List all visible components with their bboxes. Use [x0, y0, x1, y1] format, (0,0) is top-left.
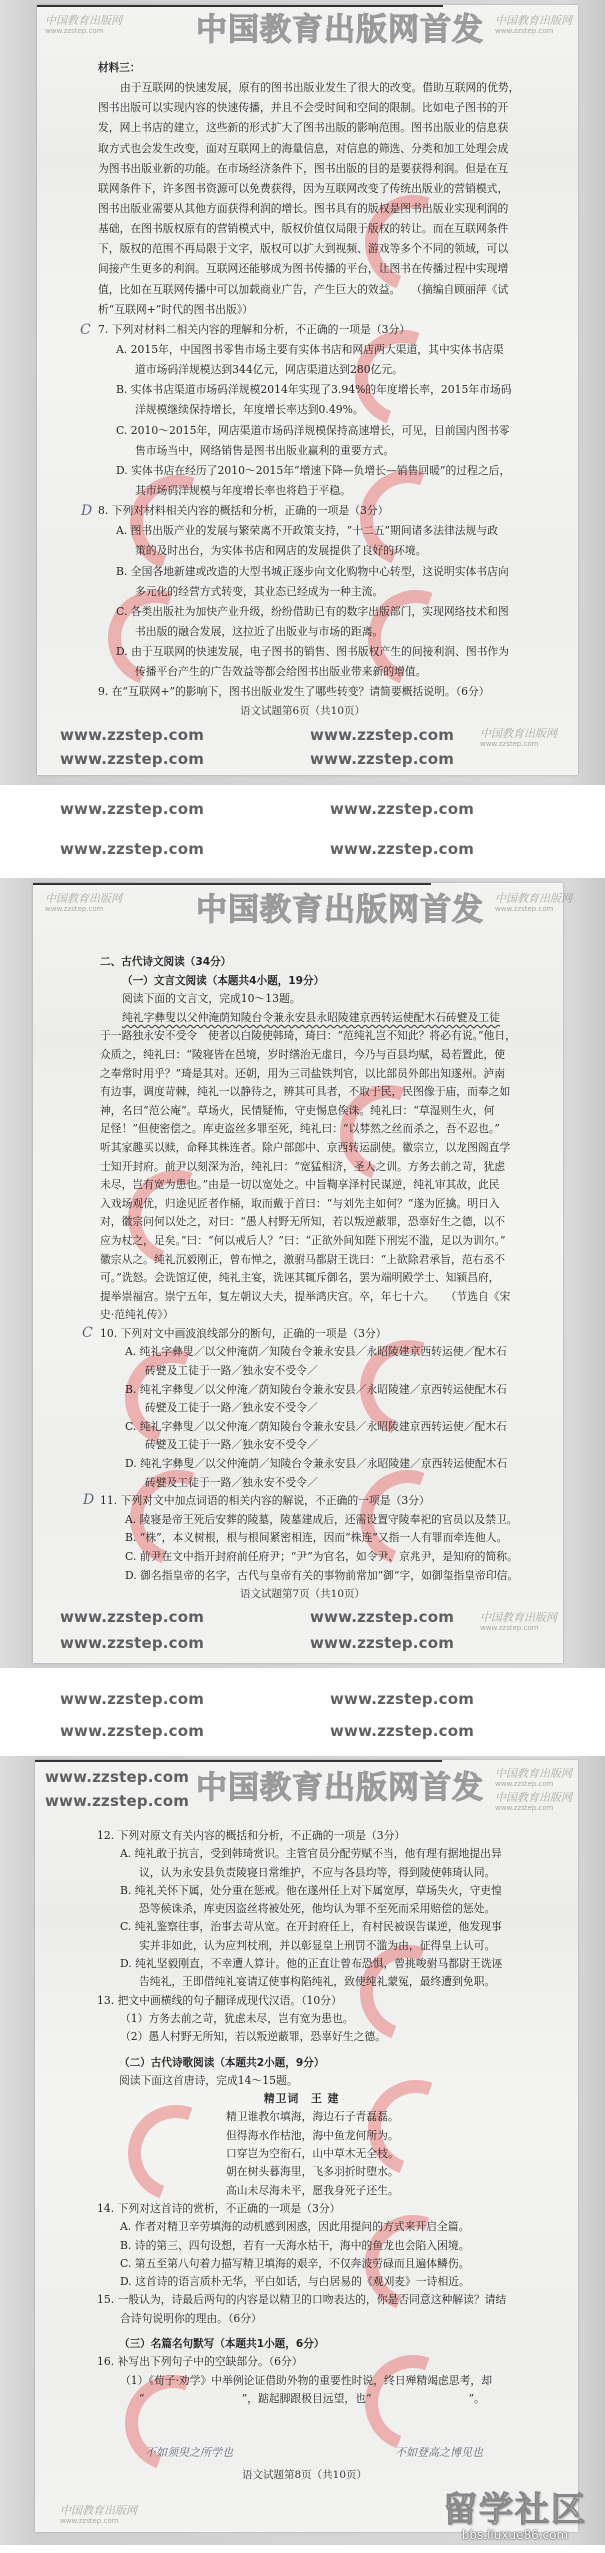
passage-line: 有边事，调度苛棘，纯礼一以静待之，辨其可具者，不取于民，民图像于庙，而奉之如	[100, 1085, 511, 1099]
section-heading: 材料三：	[98, 62, 141, 74]
answer-option: B. 实体书店渠道市场码洋规模2014年实现了3.94%的年度增长率，2015年市场码	[116, 383, 512, 397]
poem-line: 高山未尽海未平，愿我身死子还生。	[226, 2183, 399, 2197]
answer-option: C. 纯礼鉴察往事，治事去苛从宽。在开封府任上，有村民被误告谋逆，他发现事	[120, 1920, 502, 1934]
passage-line: 入戏场观优，归途见匠者作桶，取而戴于首曰：“与刘先主如何？”遂为匠擒。明日入	[100, 1196, 500, 1210]
question-stem: 9. 在“互联网+”的影响下，图书出版业发生了哪些转变？请简要概括说明。（6分）	[98, 685, 490, 699]
watermark-url: www.zzstep.com	[310, 726, 455, 744]
seal-text: 中国教育出版网	[480, 727, 557, 740]
passage-line: 发，网上书店的建立，这些新的形式扩大了图书出版的影响范围。图书出版业的信息获	[98, 121, 509, 135]
answer-option: B. “株”，本义树根，根与根间紧密相连，因而“株连”又指一人有罪而牵连他人。	[125, 1531, 508, 1545]
answer-option: 砖甓及工徒于一路／独永安不受令／	[145, 1401, 318, 1415]
watermark-seal	[60, 2505, 137, 2525]
watermark-url: www.zzstep.com	[330, 1722, 475, 1740]
watermark-url: www.zzstep.com	[310, 1608, 455, 1626]
passage-line: 众质之，纯礼曰：“陵寝皆在邑境，岁时缮治无虚日，今乃与百县均赋，曷若置此，使	[100, 1047, 506, 1061]
watermark-seal	[45, 15, 122, 35]
watermark-seal	[480, 1612, 557, 1632]
page-footer: 语文试题第6页（共10页）	[240, 705, 366, 717]
passage-line: 图书出版可以实现内容的快速传播，并且不会受时间和空间的限制。比如电子图书的开	[98, 101, 509, 115]
passage-line: 听其家趣买以赎，命释其株连者。除户部郎中、京西转运副使。徽宗立，以龙图阁直学	[100, 1140, 511, 1154]
handwritten-answer-q10: C	[82, 1325, 93, 1341]
watermark-url: www.zzstep.com	[60, 726, 205, 744]
watermark-url: www.zzstep.com	[60, 1634, 205, 1652]
watermark-seal	[495, 893, 572, 913]
answer-option: 策的及时出台，为实体书店和网店的发展提供了良好的环境。	[135, 544, 427, 558]
watermark-banner: 中国教育出版网首发	[196, 12, 484, 48]
seal-text: 中国教育出版网	[495, 892, 572, 905]
passage-line: 间接产生更多的利润。互联网还能够成为图书传播的平台，让图书在传播过程中实现增	[98, 262, 509, 276]
subsection-heading: （三）名篇名句默写（本题共1小题，6分）	[119, 2338, 325, 2351]
answer-option: C. 2010～2015年，网店渠道市场码洋规模保持高速增长，可见，目前国内图书零	[116, 423, 510, 437]
passage-line: 为图书出版业新的功能。在市场经济条件下，图书出版的目的是要获得利润。但是在互	[98, 161, 509, 175]
question-stem: 13. 把文中画横线的句子翻译成现代汉语。（10分）	[97, 1993, 342, 2007]
question-stem: 7. 下列对材料二相关内容的理解和分析，不正确的一项是（3分）	[98, 322, 411, 336]
poem-line: 但得海水作枯池，海中鱼龙何所为。	[226, 2128, 399, 2142]
page-3-text	[97, 1827, 506, 2408]
seal-url: www.zzstep.com	[45, 905, 104, 913]
answer-option: （1）方务去前之苛，犹虑未尽，岂有宽为患也。	[120, 2011, 354, 2025]
poem-line: 口穿岂为空衔石，山中草木无全枝。	[226, 2147, 399, 2161]
answer-option: 洋规模继续保持增长，年度增长率达到0.49%。	[135, 403, 364, 417]
page-1-text	[98, 58, 519, 703]
answer-option: 其市场码洋规模与年度增长率也将趋于平稳。	[135, 483, 351, 497]
answer-option: A. 纯礼敢于抗言，受到韩琦赏识。主管官员分配劳赋不当，他有理有据地提出异	[120, 1847, 502, 1861]
poem-line: 朝在树头暮海里，飞多羽折时堕水。	[226, 2165, 399, 2179]
passage-line	[100, 1009, 518, 1028]
handwritten-answer-q11: D	[83, 1492, 95, 1508]
page-edge	[33, 883, 431, 885]
question-stem: 12. 下列对原文有关内容的概括和分析，不正确的一项是（3分）	[97, 1829, 406, 1842]
question-stem: 14. 下列对这首诗的赏析，不正确的一项是（3分）	[97, 2201, 341, 2215]
page-footer: 语文试题第7页（共10页）	[240, 1588, 366, 1600]
answer-option: 议，认为永安县负责陵寝日常维护，不应与各县均等，得到陵使韩琦认同。	[139, 1865, 496, 1879]
instruction-line: 阅读下面这首唐诗，完成14～15题。	[119, 2073, 298, 2087]
page-edge	[35, 1760, 442, 1762]
passage-line: 提举崇福宫。崇宁五年，复左朝议大夫，提举鸿庆宫。卒，年七十六。 （节选自《宋	[100, 1289, 511, 1303]
handwritten-blank-1: 不如须臾之所学也	[145, 2446, 233, 2459]
handwritten-blank-2: 不如登高之博见也	[395, 2446, 483, 2459]
answer-option: 砖甓及工徒于一路／独永安不受令／	[145, 1438, 318, 1452]
answer-option: 多元化的经营方式转变，其业态已经成为一种主流。	[135, 584, 384, 598]
answer-option: D. 由于互联网的快速发展，电子图书的销售、图书版权产生的间接利润、图书作为	[116, 645, 510, 659]
answer-option: （2）愚人村野无所知，若以叛逆蔽罪，恐辜好生之德。	[120, 2030, 386, 2044]
seal-url: www.zzstep.com	[495, 905, 554, 913]
seal-url: www.zzstep.com	[45, 27, 104, 35]
watermark-url: www.zzstep.com	[60, 800, 205, 818]
poem-line: 精卫谁教尔填海，海边石子青磊磊。	[226, 2110, 399, 2124]
passage-line: 之奉常时用乎？”琦是其对。还朝，用为三司盐铁判官，以比部员外郎出知遂州。泸南	[100, 1066, 506, 1080]
question-stem: 16. 补写出下列句子中的空缺部分。（6分）	[97, 2355, 303, 2369]
passage-line: 取方式也会发生改变，面对互联网上的海量信息，对信息的筛选、分类和加工处理会成	[98, 141, 509, 155]
passage-line: 徽宗从之。纯礼沉毅刚正，曾布惮之，激驸马都尉王诜曰：“上欲除君承旨，范右丞不	[100, 1252, 506, 1266]
watermark-url: www.zzstep.com	[45, 1768, 190, 1786]
watermark-url: www.zzstep.com	[60, 1608, 205, 1626]
passage-line: 神，名曰“范公庵”。草场火，民情疑怖，守吏惕息俟诛。纯礼曰：“草湿则生火，何	[100, 1103, 495, 1117]
answer-option: B. 纯礼字彝叟／以父仲淹／荫知陵台令兼永安县／永昭陵建／京西转运使配木石	[125, 1382, 507, 1396]
subsection-heading: （二）古代诗歌阅读（本题共2小题，9分）	[119, 2056, 325, 2069]
watermark-url: www.zzstep.com	[310, 1634, 455, 1652]
watermark-banner: 中国教育出版网首发	[196, 1770, 484, 1806]
seal-text: 中国教育出版网	[495, 1791, 572, 1804]
question-stem: 15. 一般认为，诗最后两句的内容是以精卫的口吻表达的，你是否同意这种解读？请结	[97, 2293, 507, 2307]
answer-option: 道市场码洋规模达到344亿元，网店渠道达到280亿元。	[135, 363, 403, 377]
answer-option: C. 各类出版社为加快产业升级，纷纷借助已有的数字出版部门，实现网络技术和图	[116, 604, 509, 618]
answer-option: D. 纯礼字彝叟／以父仲淹荫／知陵台令兼永安县／永昭陵建／京西转运使配木石	[125, 1457, 508, 1471]
passage-line: 士知开封府。前尹以刻深为治，纯礼曰：“宽猛相济，圣人之训。方务去前之苛，犹虑	[100, 1159, 506, 1173]
passage-line: 于一路独永安不受令 使者以白陵使韩琦，琦曰：“范纯礼岂不知此？将必有说。”他日，	[100, 1029, 516, 1043]
answer-option: A. 2015年，中国图书零售市场主要有实体书店和网店两大渠道，其中实体书店渠	[116, 342, 504, 356]
seal-url: www.zzstep.com	[495, 27, 554, 35]
seal-url: www.zzstep.com	[495, 1780, 554, 1788]
watermark-url: www.zzstep.com	[330, 1690, 475, 1708]
answer-option: 实并非如此，认为应判杖刑，并以彰显皇上刑罚不滥为由，征得皇上认可。	[139, 1938, 496, 1952]
answer-option: 砖甓及工徒于一路／独永安不受令／	[145, 1364, 318, 1378]
seal-url: www.zzstep.com	[480, 740, 539, 748]
handwritten-answer-q7: C	[80, 322, 91, 338]
answer-option: C. 纯礼字彝叟／以父仲淹／荫知陵台令兼永安县／永昭陵建京西转运使／配木石	[125, 1419, 507, 1433]
answer-option: 砖甓及工徒于一路／独永安不受令／	[145, 1475, 318, 1489]
passage-line: 值，比如在互联网传播中可以加载商业广告，产生巨大的效益。 （摘编自顾丽萍《试	[98, 282, 509, 296]
answer-option: B. 诗的第三、四句设想，若有一天海水枯干，海中的鱼龙也会陷入困境。	[120, 2238, 470, 2252]
passage-line: 应为杖之，足矣。”曰：“何以戒后人？”曰：“正欲外间知陛下刑宪不滥，足以为训尔。”	[100, 1233, 506, 1247]
watermark-seal	[495, 15, 572, 35]
passage-line: 基础，在图书版权原有的营销模式中，版权价值仅局限于版权的转让。而在互联网条件	[98, 222, 509, 236]
question-stem: 合诗句说明你的理由。（6分）	[120, 2311, 262, 2325]
handwritten-answer-q8: D	[81, 503, 93, 519]
seal-text: 中国教育出版网	[495, 14, 572, 27]
instruction-line: 阅读下面的文言文，完成10～13题。	[122, 992, 301, 1006]
seal-url: www.zzstep.com	[60, 2517, 119, 2525]
liuxue-logo	[440, 2492, 590, 2542]
watermark-url: www.zzstep.com	[60, 1690, 205, 1708]
watermark-banner: 中国教育出版网首发	[196, 892, 484, 928]
answer-option: A. 陵寝是帝王死后安葬的陵墓，陵墓建成后，还需设置守陵奉祀的官员以及禁卫。	[125, 1512, 518, 1526]
passage-line: 对，徽宗问何以处之，对曰：“愚人村野无所知，若以叛逆蔽罪，恐辜好生之德，以不	[100, 1215, 506, 1229]
passage-line: 由于互联网的快速发展，原有的图书出版业发生了很大的改变。借助互联网的优势，	[120, 81, 520, 95]
seal-url: www.zzstep.com	[495, 1804, 554, 1812]
wavy-underlined-text: 纯礼字彝叟以父仲淹荫知陵台令兼永安县永昭陵建京西转运使配木石砖甓及工徒	[122, 1010, 500, 1024]
passage-line: 可。”诜怒。会诜馆辽使，纯礼主宴，诜诬其辄斥御名，罢为端明殿学士、知颍昌府，	[100, 1271, 500, 1285]
seal-text: 中国教育出版网	[480, 1611, 557, 1624]
answer-option: B. 全国各地新建或改造的大型书城正逐步向文化购物中心转型，这说明实体书店向	[116, 564, 509, 578]
watermark-url: www.zzstep.com	[330, 840, 475, 858]
watermark-seal	[480, 728, 557, 748]
poem-title: 精卫词 王 建	[263, 2092, 340, 2106]
question-stem: 10. 下列对文中画波浪线部分的断句，正确的一项是（3分）	[100, 1326, 387, 1340]
watermark-url: www.zzstep.com	[330, 800, 475, 818]
seal-url: www.zzstep.com	[480, 1624, 539, 1632]
answer-option: D. 御名指皇帝的名字，古代与皇帝有关的事物前常加“御”字，如御玺指皇帝印信。	[125, 1568, 519, 1582]
page-edge	[37, 5, 443, 7]
answer-option: B. 纯礼关怀下属，处分重在惩戒。他在遂州任上对下属宽厚，草场失火，守吏惶	[120, 1883, 502, 1897]
answer-option: C. 前尹在文中指开封府前任府尹；“尹”为官名，如令尹、京兆尹，是知府的简称。	[125, 1550, 518, 1563]
answer-option: 传播平台产生的广告效益等都会给图书出版业带来新的增值。	[135, 665, 427, 679]
watermark-seal	[495, 1792, 572, 1812]
seal-text: 中国教育出版网	[495, 1767, 572, 1780]
watermark-seal	[45, 893, 122, 913]
answer-option: 恐等候诛杀，库吏因盗丝将被处死，他均认为罪不至死而采用赔偿的惩处。	[139, 1902, 496, 1916]
answer-option: A. 作者对精卫辛劳填海的动机感到困惑，因此用提问的方式来开启全篇。	[120, 2220, 470, 2234]
passage-line: 析“互联网+”时代的图书出版》）	[98, 302, 254, 316]
logo-url: bbs.liuxue86.com	[461, 2528, 569, 2542]
answer-option: （1）《荀子·劝学》中举例论证借助外物的重要性时说，终日殚精竭虑思考，却	[120, 2373, 492, 2387]
watermark-seal	[495, 1768, 572, 1788]
answer-option: D. 纯礼坚毅刚直，不幸遭人算计。他的正直让曾布恐惧，曾挑唆驸马都尉王诜诬	[120, 1957, 503, 1971]
watermark-url: www.zzstep.com	[60, 840, 205, 858]
logo-title: 留学社区	[443, 2490, 587, 2530]
passage-line: 未尽，岂有宽为患也。”由是一切以宽处之。中旨鞫享泽村民谋逆，纯礼审其故，此民	[100, 1178, 500, 1192]
section-heading: 二、古代诗文阅读（34分）	[100, 956, 232, 968]
passage-line: 史·范纯礼传》）	[100, 1308, 174, 1322]
passage-line: 图书出版业需要从其他方面获得利润的增长。图书具有的版权是图书出版业实现利润的	[98, 201, 509, 215]
passage-line: 联网条件下，许多图书资源可以免费获得，因为互联网改变了传统出版业的营销模式，	[98, 181, 509, 195]
answer-option: D. 实体书店在经历了2010～2015年“增速下降—负增长—销售回暖”的过程之后，	[116, 463, 511, 477]
passage-line: 足怪！”但使密偿之。库吏盗丝多罪至死，纯礼曰：“以棼然之丝而杀之，吾不忍也。”	[100, 1122, 500, 1136]
answer-option: A. 纯礼字彝叟／以父仲淹荫／知陵台令兼永安县／永昭陵建京西转运使／配木石	[125, 1345, 507, 1359]
watermark-url: www.zzstep.com	[60, 1722, 205, 1740]
answer-option: C. 第五至第八句着力描写精卫填海的艰辛，不仅奔波劳碌而且遍体鳞伤。	[120, 2256, 470, 2270]
answer-option: D. 这首诗的语言质朴无华，平白如话，与白居易的《观刈麦》一诗相近。	[120, 2275, 470, 2289]
passage-line: 下，版权的范围不再局限于文字，版权可以扩大到视频、游戏等多个不同的领域，可以	[98, 242, 509, 256]
answer-option: “ ”，踮起脚跟极目远望，也“ ”。	[139, 2391, 485, 2405]
answer-option: 告纯礼，王即借纯礼宴请辽使事构陷纯礼，致使纯礼蒙冤，最终遭到免职。	[139, 1975, 496, 1989]
answer-option: 售市场当中，网络销售是图书出版业赢利的重要方式。	[135, 443, 395, 457]
page-footer: 语文试题第8页（共10页）	[242, 2469, 368, 2481]
watermark-url: www.zzstep.com	[45, 1792, 190, 1810]
seal-text: 中国教育出版网	[60, 2504, 137, 2517]
subsection-heading: （一）文言文阅读（本题共4小题，19分）	[122, 974, 325, 987]
seal-text: 中国教育出版网	[45, 14, 122, 27]
seal-text: 中国教育出版网	[45, 892, 122, 905]
watermark-url: www.zzstep.com	[310, 750, 455, 768]
page-2-text	[100, 953, 518, 1585]
answer-option: 书出版的融合发展，这拉近了出版业与市场的距离。	[135, 624, 384, 638]
question-stem: 8. 下列对材料相关内容的概括和分析，正确的一项是（3分）	[98, 504, 389, 518]
watermark-url: www.zzstep.com	[60, 750, 205, 768]
answer-option: A. 图书出版产业的发展与繁荣离不开政策支持，“十二五”期间诸多法律法规与政	[116, 524, 498, 538]
question-stem: 11. 下列对文中加点词语的相关内容的解说，不正确的一项是（3分）	[100, 1494, 430, 1508]
